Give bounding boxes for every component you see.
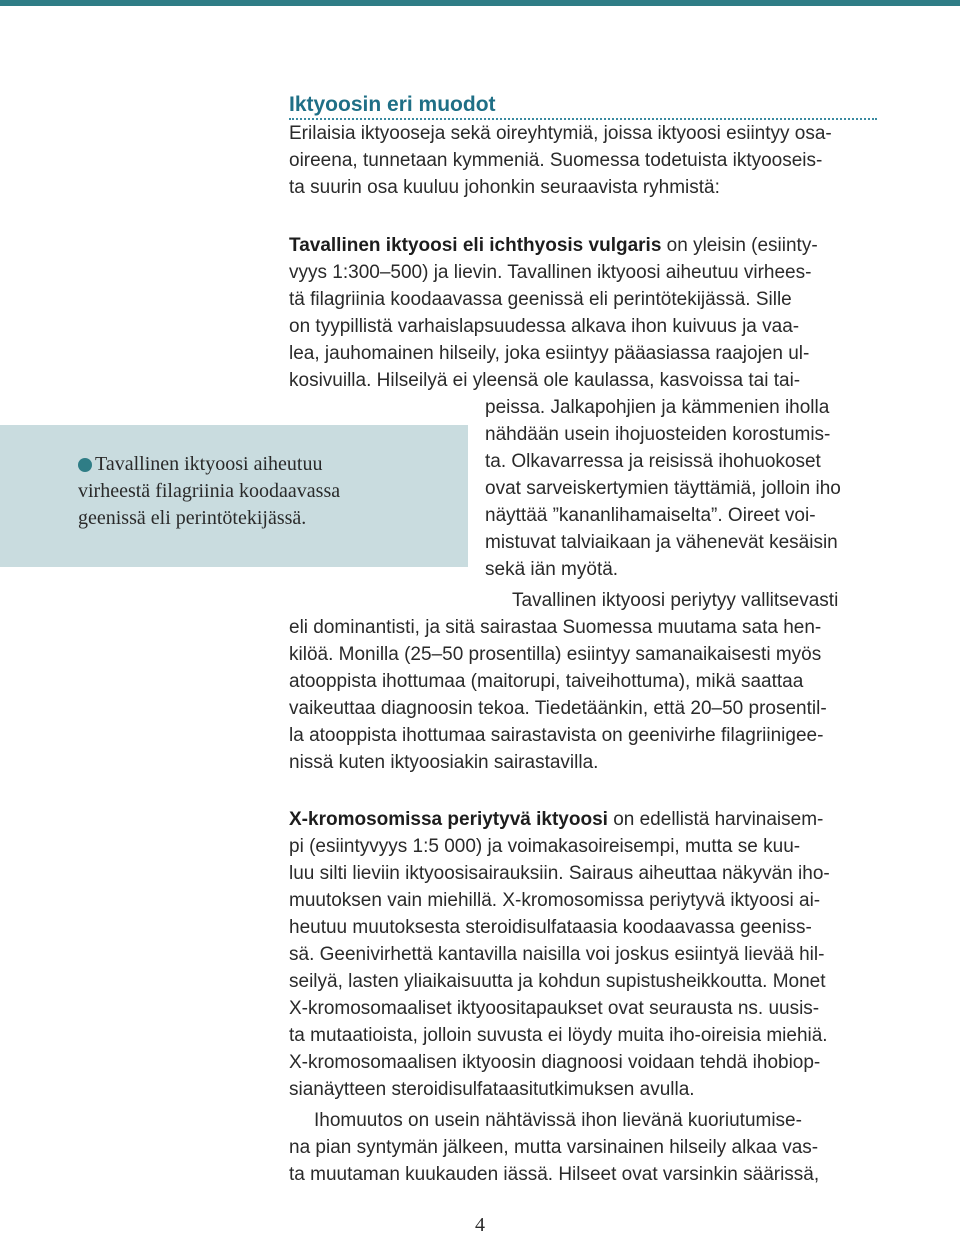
vulgaris-line: kilöä. Monilla (25–50 prosentilla) esiintyy samanaikaisesti myös bbox=[289, 644, 822, 665]
vulgaris-line: kosivuilla. Hilseilyä ei yleensä ole kaulassa, kasvoissa tai tai- bbox=[289, 370, 801, 391]
vulgaris-line: ovat sarveiskertymien täyttämiä, jolloin iho bbox=[485, 478, 841, 499]
xlinked-line: sä. Geenivirhettä kantavilla naisilla voi joskus esiintyä lievää hil- bbox=[289, 944, 825, 965]
vulgaris-line: on tyypillistä varhaislapsuudessa alkava ihon kuivuus ja vaa- bbox=[289, 316, 800, 337]
vulgaris-line: atooppista ihottumaa (maitorupi, taiveihottuma), mikä saattaa bbox=[289, 671, 804, 692]
vulgaris-line: vaikeuttaa diagnoosin tekoa. Tiedetäänkin, että 20–50 prosentil- bbox=[289, 698, 827, 719]
vulgaris-line: on yleisin (esiinty- bbox=[661, 235, 818, 256]
vulgaris-line: vyys 1:300–500) ja lievin. Tavallinen iktyoosi aiheutuu virhees- bbox=[289, 262, 812, 283]
vulgaris-line: nähdään usein ihojuosteiden korostumis- bbox=[485, 424, 831, 445]
intro-line: ta suurin osa kuuluu johonkin seuraavista ryhmistä: bbox=[289, 177, 720, 198]
section-heading: Iktyoosin eri muodot bbox=[289, 93, 496, 116]
bullet-dot bbox=[78, 458, 92, 472]
xlinked-line: na pian syntymän jälkeen, mutta varsinainen hilseily alkaa vas- bbox=[289, 1137, 819, 1158]
callout-line: geenissä eli perintötekijässä. bbox=[78, 507, 307, 529]
vulgaris-line: eli dominantisti, ja sitä sairastaa Suomessa muutama sata hen- bbox=[289, 617, 822, 638]
vulgaris-first-line bbox=[289, 232, 818, 259]
callout-line: Tavallinen iktyoosi aiheutuu bbox=[95, 453, 323, 475]
xlinked-line: seilyä, lasten yliaikaisuutta ja kohdun supistusheikkoutta. Monet bbox=[289, 971, 826, 992]
xlinked-line: ta mutaatioista, jolloin suvusta ei löydy muita iho-oireisia miehiä. bbox=[289, 1025, 828, 1046]
xlinked-term: X-kromosomissa periytyvä iktyoosi bbox=[289, 809, 608, 830]
top-rule bbox=[0, 0, 960, 6]
vulgaris-line: sekä iän myötä. bbox=[485, 559, 619, 580]
xlinked-line: sianäytteen steroidisulfataasitutkimuksen avulla. bbox=[289, 1079, 695, 1100]
vulgaris-term: Tavallinen iktyoosi eli ichthyosis vulgaris bbox=[289, 235, 662, 256]
xlinked-line: Ihomuutos on usein nähtävissä ihon lievänä kuoriutumise- bbox=[314, 1110, 802, 1131]
intro-line: Erilaisia iktyooseja sekä oireyhtymiä, joissa iktyoosi esiintyy osa- bbox=[289, 123, 832, 144]
vulgaris-line: ta. Olkavarressa ja reisissä ihohuokoset bbox=[485, 451, 821, 472]
xlinked-first-line bbox=[289, 806, 823, 833]
vulgaris-line: la atooppista ihottumaa sairastavista on geenivirhe filagriinigee- bbox=[289, 725, 824, 746]
callout-line: virheestä filagriinia koodaavassa bbox=[78, 480, 341, 502]
vulgaris-line: nissä kuten iktyoosiakin sairastavilla. bbox=[289, 752, 599, 773]
vulgaris-line: tä filagriinia koodaavassa geenissä eli perintötekijässä. Sille bbox=[289, 289, 792, 310]
vulgaris-line: peissa. Jalkapohjien ja kämmenien iholla bbox=[485, 397, 830, 418]
xlinked-line: heutuu muutoksesta steroidisulfataasia koodaavassa geeniss- bbox=[289, 917, 812, 938]
vulgaris-line: Tavallinen iktyoosi periytyy vallitsevasti bbox=[512, 590, 839, 611]
page-number: 4 bbox=[475, 1214, 485, 1236]
xlinked-line: X-kromosomaaliset iktyoositapaukset ovat seurausta ns. uusis- bbox=[289, 998, 820, 1019]
xlinked-line: pi (esiintyvyys 1:5 000) ja voimakasoireisempi, mutta se kuu- bbox=[289, 836, 801, 857]
xlinked-line: luu silti lieviin iktyoosisairauksiin. Sairaus aiheuttaa näkyvän iho- bbox=[289, 863, 830, 884]
vulgaris-line: mistuvat talviaikaan ja vähenevät kesäisin bbox=[485, 532, 838, 553]
vulgaris-line: lea, jauhomainen hilseily, joka esiintyy pääasiassa raajojen ul- bbox=[289, 343, 810, 364]
vulgaris-line: näyttää ”kananlihamaiselta”. Oireet voi- bbox=[485, 505, 816, 526]
xlinked-line: muutoksen vain miehillä. X-kromosomissa periytyvä iktyoosi ai- bbox=[289, 890, 821, 911]
intro-line: oireena, tunnetaan kymmeniä. Suomessa todetuista iktyooseis- bbox=[289, 150, 823, 171]
xlinked-line: on edellistä harvinaisem- bbox=[607, 809, 824, 830]
xlinked-line: ta muutaman kuukauden iässä. Hilseet ovat varsinkin säärissä, bbox=[289, 1164, 820, 1185]
xlinked-line: X-kromosomaalisen iktyoosin diagnoosi voidaan tehdä ihobiop- bbox=[289, 1052, 821, 1073]
